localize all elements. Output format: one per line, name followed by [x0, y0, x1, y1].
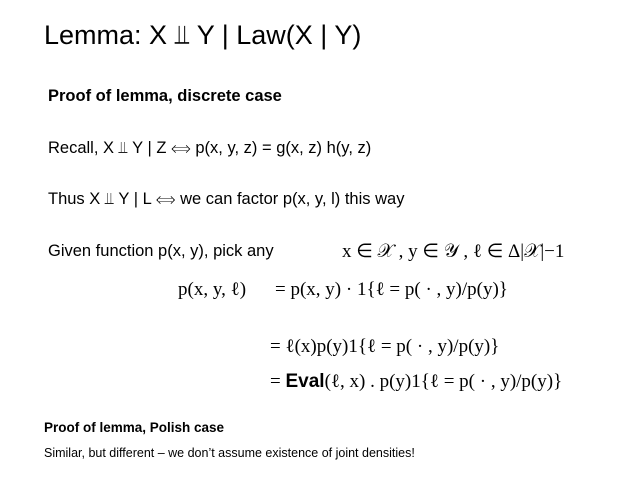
section-heading-polish: Proof of lemma, Polish case [44, 420, 225, 435]
equation-1-rhs: = p(x, y) · 1{ℓ = p( · , y)/p(y)} [275, 279, 508, 300]
slide-title: Lemma: X ⫫ Y | Law(X | Y) [44, 20, 362, 50]
equation-2: = ℓ(x)p(y)1{ℓ = p( · , y)/p(y)} [270, 336, 500, 357]
given-math: x ∈ 𝒳 , y ∈ 𝒴 , ℓ ∈ Δ|𝒳|−1 [342, 241, 565, 262]
equation-1-lhs: p(x, y, ℓ) [178, 279, 247, 300]
eval-function: Eval [285, 371, 325, 392]
section-text-polish: Similar, but different – we don’t assume existence of joint densities! [44, 446, 415, 460]
equation-3-rest: (ℓ, x) . p(y)1{ℓ = p( · , y)/p(y)} [324, 371, 563, 392]
equation-3-equals: = [270, 371, 281, 392]
thus-line: Thus X ⫫ Y | L ⟺ we can factor p(x, y, l) this way [48, 190, 405, 208]
recall-line: Recall, X ⫫ Y | Z ⟺ p(x, y, z) = g(x, z) h(y, z) [48, 139, 372, 157]
given-text: Given function p(x, y), pick any [48, 242, 274, 260]
section-heading-discrete: Proof of lemma, discrete case [48, 87, 282, 105]
equation-3 [270, 371, 562, 393]
